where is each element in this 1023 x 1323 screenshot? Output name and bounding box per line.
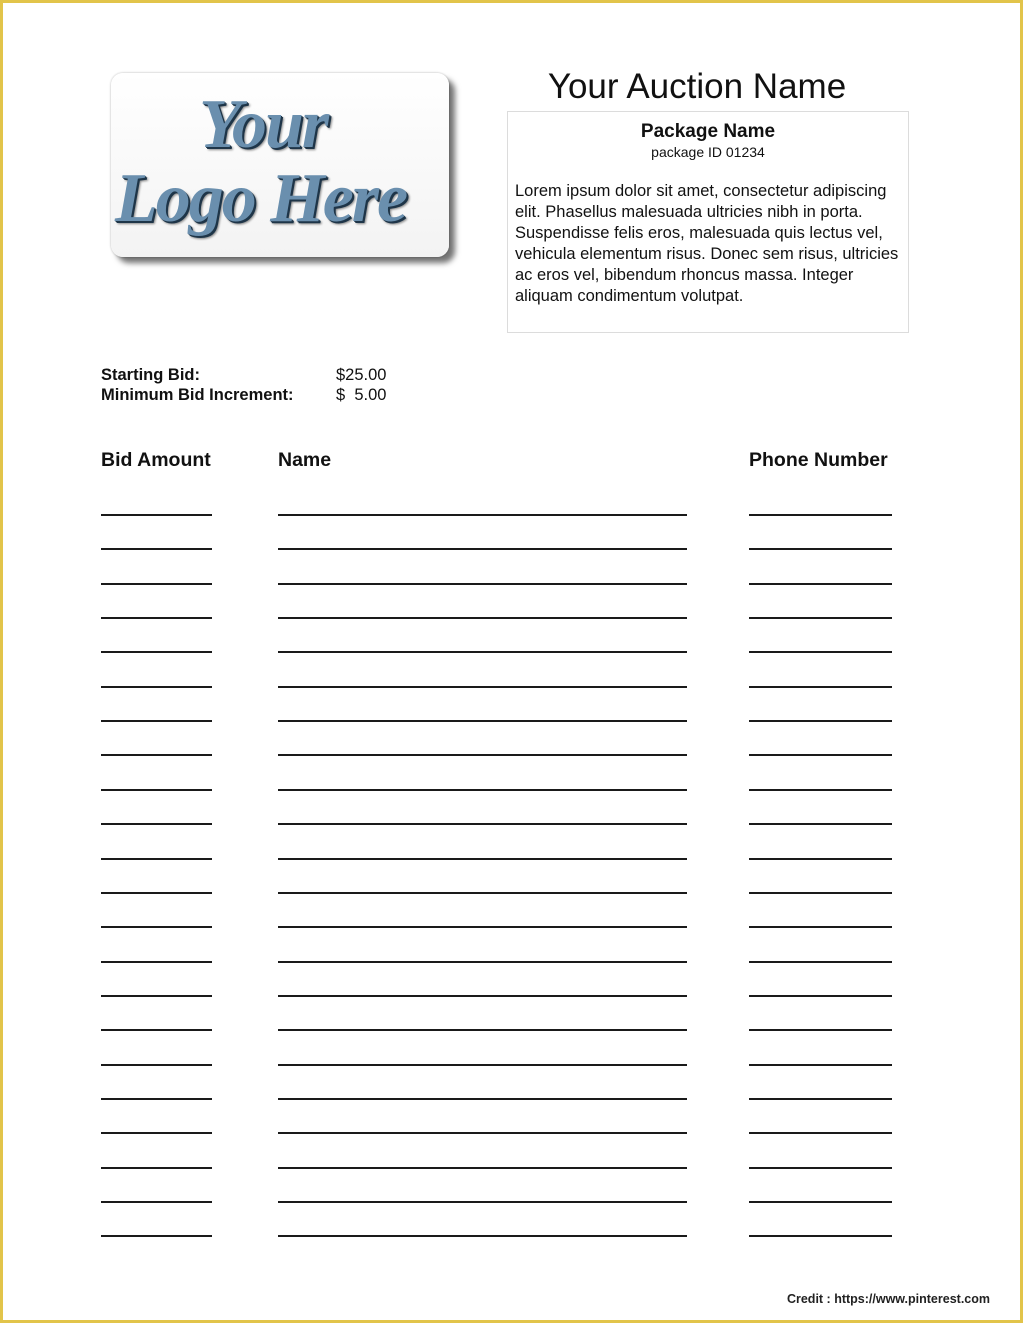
bid-amount-blank <box>101 720 212 722</box>
header-phone-number: Phone Number <box>749 449 888 471</box>
bid-amount-blank <box>101 754 212 756</box>
package-name: Package Name <box>640 121 776 142</box>
bid-amount-blank <box>101 823 212 825</box>
bid-entry-row <box>3 789 1020 791</box>
name-blank <box>278 1064 687 1066</box>
header-name: Name <box>278 449 332 471</box>
phone-number-blank <box>749 789 892 791</box>
package-id: package ID 01234 <box>651 144 765 160</box>
bid-amount-blank <box>101 789 212 791</box>
name-blank <box>278 892 687 894</box>
name-blank <box>278 858 687 860</box>
name-blank <box>278 617 687 619</box>
phone-number-blank <box>749 720 892 722</box>
auction-title: Your Auction Name <box>547 67 847 106</box>
bid-entry-row <box>3 1167 1020 1169</box>
bid-entry-row <box>3 514 1020 516</box>
name-blank <box>278 1235 687 1237</box>
phone-number-blank <box>749 651 892 653</box>
min-increment-label: Minimum Bid Increment: <box>101 386 294 404</box>
phone-number-blank <box>749 1029 892 1031</box>
bid-entry-row <box>3 651 1020 653</box>
bid-amount-blank <box>101 995 212 997</box>
name-blank <box>278 926 687 928</box>
phone-number-blank <box>749 1064 892 1066</box>
bid-amount-blank <box>101 858 212 860</box>
bid-entry-row <box>3 720 1020 722</box>
name-blank <box>278 1201 687 1203</box>
logo-text-line-2: Logo Here <box>115 160 407 237</box>
bid-amount-blank <box>101 1201 212 1203</box>
name-blank <box>278 961 687 963</box>
bid-entry-row <box>3 754 1020 756</box>
name-blank <box>278 720 687 722</box>
name-blank <box>278 514 687 516</box>
phone-number-blank <box>749 1098 892 1100</box>
bid-amount-blank <box>101 583 212 585</box>
bid-amount-blank <box>101 892 212 894</box>
name-blank <box>278 1098 687 1100</box>
bid-entry-row <box>3 1029 1020 1031</box>
phone-number-blank <box>749 858 892 860</box>
bid-entry-row <box>3 823 1020 825</box>
header-bid-amount: Bid Amount <box>101 449 211 471</box>
bid-amount-blank <box>101 514 212 516</box>
bid-amount-blank <box>101 617 212 619</box>
bid-amount-blank <box>101 1167 212 1169</box>
min-increment-value: $ 5.00 <box>336 386 387 404</box>
bid-amount-blank <box>101 1029 212 1031</box>
phone-number-blank <box>749 1132 892 1134</box>
bid-amount-blank <box>101 961 212 963</box>
name-blank <box>278 789 687 791</box>
name-blank <box>278 754 687 756</box>
name-blank <box>278 1167 687 1169</box>
bid-amount-blank <box>101 1098 212 1100</box>
phone-number-blank <box>749 892 892 894</box>
phone-number-blank <box>749 754 892 756</box>
bid-entry-row <box>3 858 1020 860</box>
bid-entry-row <box>3 548 1020 550</box>
phone-number-blank <box>749 514 892 516</box>
name-blank <box>278 548 687 550</box>
credit-text: Credit : https://www.pinterest.com <box>786 1292 990 1306</box>
bid-entry-row <box>3 995 1020 997</box>
bid-entry-row <box>3 892 1020 894</box>
phone-number-blank <box>749 926 892 928</box>
bid-entry-row <box>3 1235 1020 1237</box>
bid-amount-blank <box>101 926 212 928</box>
name-blank <box>278 583 687 585</box>
phone-number-blank <box>749 1167 892 1169</box>
phone-number-blank <box>749 961 892 963</box>
bid-amount-blank <box>101 1064 212 1066</box>
name-blank <box>278 686 687 688</box>
phone-number-blank <box>749 1201 892 1203</box>
bid-entry-row <box>3 926 1020 928</box>
logo-text-line-1: Your <box>199 86 328 163</box>
bid-entry-row <box>3 583 1020 585</box>
bid-amount-blank <box>101 686 212 688</box>
phone-number-blank <box>749 686 892 688</box>
starting-bid-value: $25.00 <box>336 366 387 384</box>
name-blank <box>278 651 687 653</box>
starting-bid-label: Starting Bid: <box>101 366 200 384</box>
bid-amount-blank <box>101 1132 212 1134</box>
name-blank <box>278 995 687 997</box>
phone-number-blank <box>749 583 892 585</box>
bid-rows <box>3 3 1020 1320</box>
bid-entry-row <box>3 961 1020 963</box>
name-blank <box>278 1029 687 1031</box>
phone-number-blank <box>749 995 892 997</box>
name-blank <box>278 823 687 825</box>
bid-entry-row <box>3 1132 1020 1134</box>
bid-entry-row <box>3 686 1020 688</box>
bid-amount-blank <box>101 548 212 550</box>
name-blank <box>278 1132 687 1134</box>
bid-entry-row <box>3 1064 1020 1066</box>
phone-number-blank <box>749 823 892 825</box>
bid-amount-blank <box>101 1235 212 1237</box>
phone-number-blank <box>749 548 892 550</box>
bid-amount-blank <box>101 651 212 653</box>
bid-entry-row <box>3 1098 1020 1100</box>
bid-entry-row <box>3 617 1020 619</box>
package-description: Lorem ipsum dolor sit amet, consectetur adipiscing elit. Phasellus malesuada ultricies nibh in porta. Suspendisse felis eros, malesuada quis lectus vel, vehicula elementum risus. Donec sem risus, ultricies ac eros vel, bibendum rhoncus massa. Integer aliquam condimentum volutpat. <box>515 182 899 305</box>
bid-entry-row <box>3 1201 1020 1203</box>
phone-number-blank <box>749 1235 892 1237</box>
phone-number-blank <box>749 617 892 619</box>
